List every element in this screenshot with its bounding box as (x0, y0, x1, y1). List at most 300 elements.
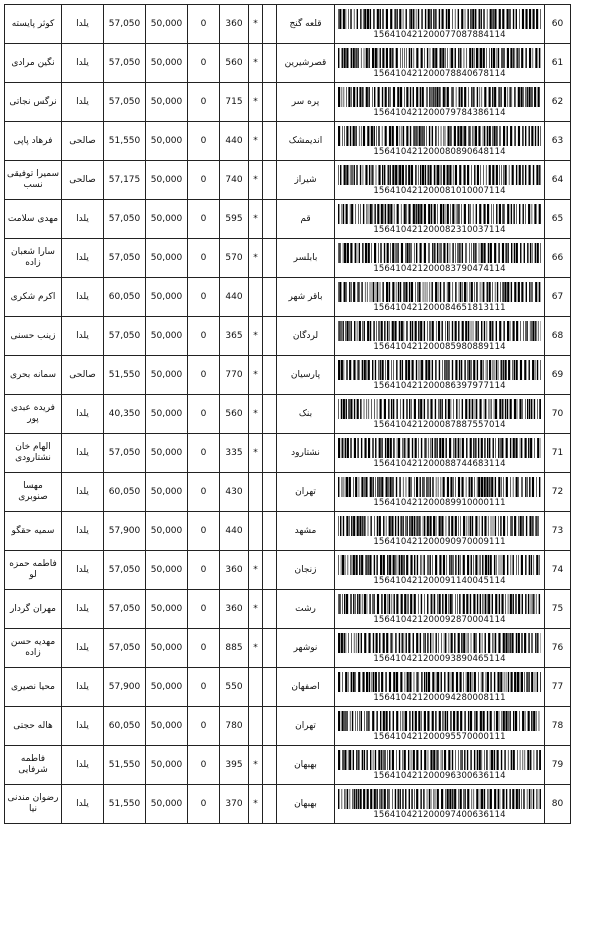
barcode-bar (484, 87, 486, 107)
barcode-bar (479, 243, 480, 263)
barcode-bar (501, 360, 502, 380)
barcode-bar (489, 282, 491, 302)
barcode-bar (387, 321, 388, 341)
barcode-bar (423, 633, 424, 653)
barcode-bar (344, 87, 345, 107)
barcode-bar (535, 243, 536, 263)
barcode-bar (503, 555, 505, 575)
barcode-bar (450, 48, 451, 68)
barcode-bar (420, 87, 421, 107)
barcode-bar (536, 165, 538, 185)
barcode-bar (382, 9, 383, 29)
barcode-bar (502, 243, 504, 263)
barcode-bar (468, 321, 469, 341)
barcode-bar (535, 126, 536, 146)
barcode-bar (468, 204, 469, 224)
barcode-bar (436, 633, 437, 653)
barcode-bar (403, 282, 404, 302)
barcode-bar (504, 750, 505, 770)
barcode-bar (524, 360, 526, 380)
barcode-bar (508, 750, 509, 770)
zero-value: 0 (188, 278, 220, 317)
barcode-bar (426, 477, 427, 497)
barcode-bar (416, 243, 417, 263)
barcode-bar (398, 282, 399, 302)
barcode-bar (380, 711, 381, 731)
barcode-bar (375, 438, 376, 458)
barcode-cell (335, 551, 545, 590)
barcode-bar (536, 594, 537, 614)
barcode-bar (348, 633, 349, 653)
barcode-bar (392, 126, 394, 146)
barcode-bar (455, 321, 457, 341)
barcode-image (337, 516, 542, 536)
table-row (5, 785, 571, 824)
barcode-bar (351, 282, 352, 302)
barcode-bar (428, 204, 430, 224)
barcode-bar (358, 750, 359, 770)
tracking-code: 156410421200096300636114 (373, 770, 506, 781)
barcode-bar (446, 360, 447, 380)
barcode-bar (453, 555, 454, 575)
branch-name: یلدا (62, 473, 104, 512)
barcode-bar (528, 711, 530, 731)
barcode-bar (438, 282, 439, 302)
barcode-bar (418, 711, 420, 731)
barcode-bar (506, 438, 508, 458)
barcode-bar (354, 633, 355, 653)
barcode-bar (507, 516, 508, 536)
barcode-bar (350, 711, 351, 731)
barcode-bar (481, 672, 482, 692)
barcode-bar (486, 477, 488, 497)
barcode-bar (398, 789, 399, 809)
barcode-bar (470, 711, 472, 731)
total-amount: 57,050 (104, 200, 146, 239)
barcode-bar (494, 633, 495, 653)
barcode-image (337, 399, 542, 419)
barcode-bar (435, 9, 436, 29)
barcode-bar (486, 672, 487, 692)
barcode-bar (410, 9, 412, 29)
barcode-bar (531, 126, 533, 146)
barcode-bar (384, 204, 385, 224)
barcode-bar (494, 360, 495, 380)
barcode-bar (393, 672, 395, 692)
barcode-image (337, 750, 542, 770)
barcode-bar (393, 399, 394, 419)
barcode-bar (406, 399, 407, 419)
barcode-bar (479, 516, 480, 536)
barcode-bar (522, 399, 523, 419)
barcode-bar (535, 321, 536, 341)
barcode-bar (496, 321, 497, 341)
barcode-bar (514, 282, 516, 302)
barcode-bar (416, 750, 418, 770)
barcode-bar (511, 555, 512, 575)
barcode-bar (423, 516, 424, 536)
barcode-bar (452, 789, 453, 809)
barcode-bar (449, 321, 450, 341)
barcode-bar (438, 321, 440, 341)
barcode-bar (359, 555, 360, 575)
barcode-bar (479, 633, 480, 653)
total-amount: 57,900 (104, 668, 146, 707)
barcode-bar (496, 165, 498, 185)
barcode-bar (445, 321, 446, 341)
barcode-bar (344, 438, 345, 458)
barcode-bar (421, 360, 423, 380)
barcode-bar (363, 789, 365, 809)
destination-city: قم (277, 200, 335, 239)
barcode-bar (400, 87, 402, 107)
barcode-bar (480, 282, 481, 302)
barcode-bar (503, 711, 505, 731)
barcode-bar (364, 360, 366, 380)
barcode-bar (357, 594, 358, 614)
zero-value: 0 (188, 5, 220, 44)
barcode-bar (381, 594, 382, 614)
barcode-bar (445, 399, 446, 419)
barcode-bar (473, 789, 474, 809)
barcode-bar (369, 711, 370, 731)
barcode-bar (430, 399, 432, 419)
barcode-cell (335, 122, 545, 161)
barcode-bar (445, 438, 446, 458)
barcode-bar (344, 633, 345, 653)
barcode-bar (440, 165, 441, 185)
star-mark: * (249, 785, 263, 824)
barcode-bar (384, 789, 386, 809)
barcode-bar (460, 126, 462, 146)
barcode-bar (398, 165, 399, 185)
total-amount: 51,550 (104, 122, 146, 161)
barcode-bar (361, 633, 362, 653)
barcode-bar (474, 282, 475, 302)
barcode-bar (415, 282, 416, 302)
barcode-bar (518, 87, 520, 107)
barcode-bar (429, 126, 430, 146)
row-number: 65 (545, 200, 571, 239)
barcode-bar (412, 321, 413, 341)
barcode-bar (487, 711, 488, 731)
barcode-bar (440, 399, 441, 419)
barcode-bar (470, 750, 471, 770)
barcode-bar (396, 399, 397, 419)
barcode-bar (381, 672, 383, 692)
barcode-bar (427, 789, 428, 809)
barcode-bar (518, 477, 519, 497)
barcode-bar (379, 477, 380, 497)
star-mark (249, 278, 263, 317)
barcode-bar (357, 9, 358, 29)
destination-city: پره سر (277, 83, 335, 122)
barcode-bar (503, 126, 505, 146)
barcode-bar (428, 672, 430, 692)
barcode-bar (518, 633, 520, 653)
barcode-bar (527, 789, 528, 809)
barcode-bar (533, 9, 535, 29)
weight-value: 780 (220, 707, 249, 746)
barcode-bar (401, 204, 402, 224)
barcode-bar (511, 87, 512, 107)
destination-city: تهران (277, 473, 335, 512)
barcode-bar (391, 399, 392, 419)
barcode-bar (368, 399, 369, 419)
barcode-bar (498, 438, 499, 458)
barcode-bar (475, 399, 476, 419)
barcode-bar (463, 126, 464, 146)
barcode-bar (531, 555, 532, 575)
barcode-bar (433, 750, 435, 770)
weight-value: 360 (220, 590, 249, 629)
barcode-bar (469, 282, 470, 302)
barcode-bar (348, 672, 349, 692)
barcode-bar (362, 360, 363, 380)
barcode-bar (523, 321, 524, 341)
barcode-bar (353, 282, 355, 302)
barcode-bar (515, 594, 516, 614)
barcode-bar (513, 204, 514, 224)
barcode-bar (386, 48, 388, 68)
barcode-bar (400, 399, 401, 419)
barcode-bar (344, 711, 345, 731)
barcode-bar (380, 48, 381, 68)
barcode-bar (378, 126, 379, 146)
barcode-bar (338, 672, 340, 692)
barcode-bar (449, 165, 451, 185)
base-amount: 50,000 (146, 668, 188, 707)
barcode-bar (469, 48, 471, 68)
barcode-bar (479, 204, 481, 224)
barcode-bar (492, 126, 493, 146)
barcode-bar (377, 9, 379, 29)
barcode-bar (513, 321, 515, 341)
barcode-bar (471, 789, 472, 809)
barcode-bar (540, 9, 541, 29)
table-row (5, 200, 571, 239)
barcode-bar (477, 165, 479, 185)
barcode-bar (380, 282, 381, 302)
barcode-bar (353, 360, 355, 380)
barcode-bar (489, 477, 490, 497)
barcode-bar (416, 789, 418, 809)
row-number: 74 (545, 551, 571, 590)
empty-cell (263, 5, 277, 44)
barcode-bar (496, 204, 497, 224)
destination-city: پارسیان (277, 356, 335, 395)
barcode-bar (420, 165, 421, 185)
barcode-bar (372, 438, 373, 458)
barcode-bar (470, 516, 471, 536)
tracking-code: 156410421200079784386114 (373, 107, 506, 118)
barcode-bar (384, 399, 386, 419)
barcode-image (337, 243, 542, 263)
barcode-bar (473, 204, 474, 224)
barcode-bar (526, 672, 527, 692)
barcode-bar (501, 438, 503, 458)
barcode-bar (538, 87, 540, 107)
barcode-bar (499, 399, 501, 419)
barcode-bar (533, 594, 534, 614)
barcode-bar (479, 9, 480, 29)
barcode-bar (439, 711, 441, 731)
barcode-bar (402, 750, 403, 770)
empty-cell (263, 746, 277, 785)
barcode-bar (396, 711, 398, 731)
barcode-bar (369, 672, 370, 692)
barcode-bar (521, 633, 522, 653)
barcode-bar (471, 87, 472, 107)
barcode-bar (483, 48, 485, 68)
barcode-bar (447, 711, 448, 731)
barcode-bar (481, 750, 482, 770)
barcode-bar (432, 48, 434, 68)
barcode-bar (396, 672, 398, 692)
barcode-bar (389, 750, 390, 770)
barcode-bar (338, 360, 340, 380)
barcode-bar (487, 204, 489, 224)
barcode-bar (441, 165, 442, 185)
barcode-bar (484, 438, 485, 458)
barcode-bar (432, 126, 433, 146)
barcode-bar (523, 750, 524, 770)
barcode-bar (453, 165, 454, 185)
barcode-bar (365, 243, 367, 263)
barcode-bar (351, 516, 352, 536)
barcode-bar (421, 672, 422, 692)
barcode-bar (358, 789, 359, 809)
barcode-bar (483, 711, 485, 731)
barcode-bar (448, 672, 449, 692)
barcode-bar (529, 399, 530, 419)
barcode-bar (530, 750, 531, 770)
barcode-bar (511, 633, 513, 653)
barcode-bar (528, 204, 530, 224)
barcode-bar (481, 9, 482, 29)
barcode-bar (359, 594, 360, 614)
barcode-bar (389, 711, 390, 731)
barcode-bar (411, 750, 412, 770)
barcode-bar (508, 711, 509, 731)
barcode-bar (414, 48, 415, 68)
barcode-bar (357, 282, 358, 302)
barcode-bar (353, 516, 355, 536)
barcode-bar (531, 399, 532, 419)
barcode-bar (400, 516, 401, 536)
barcode-bar (377, 282, 378, 302)
barcode-bar (416, 672, 417, 692)
barcode-bar (344, 48, 346, 68)
barcode-bar (480, 48, 482, 68)
barcode-bar (390, 438, 392, 458)
barcode-bar (534, 438, 535, 458)
star-mark (249, 512, 263, 551)
barcode-bar (536, 477, 537, 497)
barcode-bar (522, 516, 523, 536)
barcode-bar (399, 165, 401, 185)
barcode-bar (348, 750, 349, 770)
barcode-bar (523, 789, 524, 809)
barcode-bar (517, 48, 518, 68)
barcode-bar (377, 399, 378, 419)
barcode-bar (494, 243, 496, 263)
barcode-bar (495, 399, 497, 419)
row-number: 80 (545, 785, 571, 824)
barcode-bar (417, 516, 418, 536)
barcode-bar (368, 48, 369, 68)
barcode-bar (397, 438, 398, 458)
barcode-bar (468, 633, 469, 653)
destination-city: بهبهان (277, 746, 335, 785)
barcode-image (337, 9, 542, 29)
barcode-bar (494, 555, 495, 575)
barcode-bar (415, 438, 417, 458)
barcode-bar (400, 711, 401, 731)
barcode-bar (430, 321, 431, 341)
barcode-bar (368, 87, 369, 107)
zero-value: 0 (188, 629, 220, 668)
barcode-bar (443, 243, 445, 263)
barcode-bar (370, 204, 372, 224)
table-row (5, 122, 571, 161)
barcode-bar (450, 711, 451, 731)
barcode-bar (493, 48, 495, 68)
barcode-bar (540, 243, 541, 263)
barcode-bar (471, 165, 472, 185)
barcode-bar (477, 750, 478, 770)
barcode-bar (458, 555, 459, 575)
barcode-bar (420, 360, 421, 380)
barcode-bar (396, 126, 398, 146)
zero-value: 0 (188, 200, 220, 239)
barcode-bar (411, 477, 412, 497)
branch-name: یلدا (62, 590, 104, 629)
barcode-bar (377, 516, 378, 536)
barcode-bar (412, 360, 414, 380)
barcode-bar (338, 204, 339, 224)
weight-value: 740 (220, 161, 249, 200)
star-mark: * (249, 590, 263, 629)
base-amount: 50,000 (146, 473, 188, 512)
barcode-bar (338, 789, 339, 809)
barcode-bar (427, 321, 428, 341)
barcode-bar (461, 204, 462, 224)
barcode-bar (452, 9, 453, 29)
barcode-bar (364, 438, 366, 458)
barcode-bar (429, 243, 430, 263)
barcode-bar (524, 672, 525, 692)
barcode-bar (491, 399, 492, 419)
barcode-bar (362, 243, 363, 263)
base-amount: 50,000 (146, 707, 188, 746)
barcode-bar (390, 87, 391, 107)
barcode-bar (520, 516, 522, 536)
barcode-bar (338, 477, 339, 497)
barcode-bar (443, 282, 444, 302)
barcode-bar (384, 243, 385, 263)
barcode-bar (410, 321, 411, 341)
barcode-bar (477, 360, 478, 380)
barcode-bar (516, 360, 518, 380)
barcode-bar (465, 243, 466, 263)
barcode-bar (357, 360, 358, 380)
barcode-bar (490, 243, 492, 263)
weight-value: 570 (220, 239, 249, 278)
empty-cell (263, 668, 277, 707)
barcode-bar (373, 9, 374, 29)
barcode-bar (468, 87, 469, 107)
